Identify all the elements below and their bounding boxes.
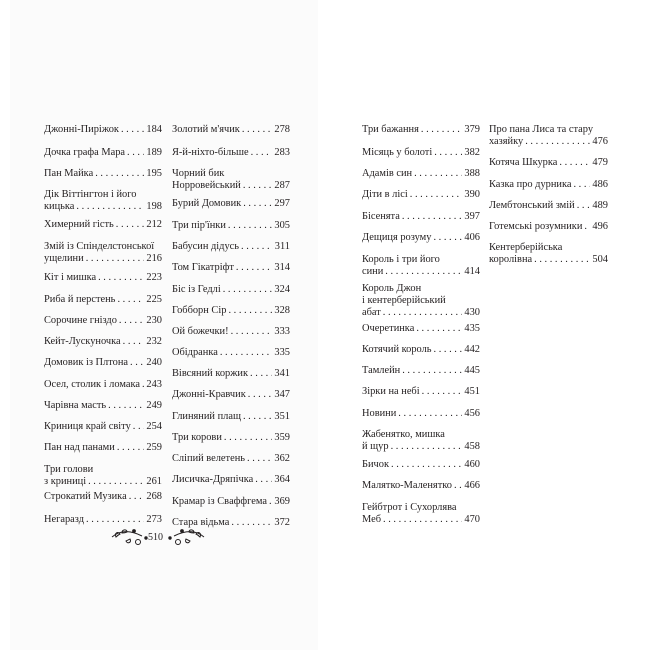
entry-page-number: 379 (464, 124, 480, 135)
entry-title: Риба й перстень (44, 294, 116, 305)
dot-leader (383, 514, 462, 526)
dot-leader (410, 189, 463, 201)
dot-leader (577, 200, 591, 212)
entry-page-number: 351 (274, 411, 290, 422)
entry-title: з криниці (44, 476, 87, 487)
dot-leader (121, 124, 144, 136)
dot-leader (391, 441, 463, 453)
entry-page-number: 442 (464, 344, 480, 355)
entry-page-number: 388 (464, 168, 480, 179)
dot-leader (86, 253, 145, 265)
entry-page-number: 486 (592, 179, 608, 190)
entry-page-number: 297 (274, 198, 290, 209)
entry-title-line: Кентерберійська (489, 242, 563, 253)
entry-title: Дещиця розуму (362, 232, 432, 243)
dot-leader (117, 442, 145, 454)
dot-leader (228, 220, 273, 232)
dot-leader (231, 517, 272, 529)
dot-leader (269, 496, 272, 508)
entry-title: Котяча Шкурка (489, 157, 558, 168)
entry-page-number: 369 (274, 496, 290, 507)
entry-page-number: 382 (464, 147, 480, 158)
entry-page-number: 364 (274, 474, 290, 485)
toc-entry (44, 168, 162, 180)
dot-leader (117, 294, 144, 306)
entry-page-number: 328 (274, 305, 290, 316)
toc-entry (172, 305, 290, 317)
toc-entry (172, 262, 290, 274)
entry-title: Золотий м'ячик (172, 124, 240, 135)
toc-entry (362, 459, 480, 471)
entry-title-line: Чорний бик (172, 168, 225, 179)
dot-leader (250, 368, 272, 380)
entry-title: Гобборн Сір (172, 305, 227, 316)
entry-page-number: 470 (464, 514, 480, 525)
dot-leader (454, 480, 462, 492)
dot-leader (236, 262, 273, 274)
entry-page-number: 259 (146, 442, 162, 453)
toc-entry (362, 283, 480, 319)
entry-title: Новини (362, 408, 397, 419)
dot-leader (402, 365, 462, 377)
toc-entry (362, 211, 480, 223)
dot-leader (133, 421, 145, 433)
toc-entry (489, 179, 608, 191)
entry-title: Кейт-Лускуночка (44, 336, 121, 347)
entry-title: й щур (362, 441, 389, 452)
entry-title: королівна (489, 254, 533, 265)
dot-leader (248, 389, 273, 401)
entry-page-number: 476 (592, 136, 608, 147)
toc-entry (362, 502, 480, 526)
toc-entry (172, 411, 290, 423)
entry-title: Три корови (172, 432, 222, 443)
entry-title: Меб (362, 514, 382, 525)
entry-title: Бабусин дідусь (172, 241, 240, 252)
entry-page-number: 347 (274, 389, 290, 400)
entry-title: Глиняний плащ (172, 411, 241, 422)
toc-entry (172, 496, 290, 508)
toc-entry (489, 157, 608, 169)
entry-title: Кіт і мишка (44, 272, 97, 283)
entry-page-number: 435 (464, 323, 480, 334)
entry-page-number: 305 (274, 220, 290, 231)
toc-entry (44, 124, 162, 136)
dot-leader (123, 336, 145, 348)
dot-leader (95, 168, 144, 180)
toc-entry (172, 220, 290, 232)
entry-title: Ой божечки! (172, 326, 229, 337)
dot-leader (434, 344, 463, 356)
dot-leader (142, 379, 144, 391)
entry-page-number: 456 (464, 408, 480, 419)
dot-leader (383, 307, 463, 319)
entry-page-number: 451 (464, 386, 480, 397)
toc-entry (489, 242, 608, 266)
entry-title: Стара відьма (172, 517, 230, 528)
dot-leader (108, 400, 144, 412)
entry-title: Пан Майка (44, 168, 94, 179)
entry-page-number: 324 (274, 284, 290, 295)
entry-page-number: 243 (146, 379, 162, 390)
entry-page-number: 230 (146, 315, 162, 326)
entry-title: Бісенята (362, 211, 400, 222)
dot-leader (76, 201, 144, 213)
toc-entry (362, 189, 480, 201)
page-folio-ornament (108, 522, 208, 550)
dot-leader (88, 476, 144, 488)
entry-title: Біс із Гедлі (172, 284, 221, 295)
entry-title: Адамів син (362, 168, 413, 179)
dot-leader (243, 198, 272, 210)
toc-entry (172, 168, 290, 192)
entry-title-line: Король і три його (362, 254, 440, 265)
entry-page-number: 362 (274, 453, 290, 464)
toc-entry (362, 429, 480, 453)
entry-title: Дочка графа Мара (44, 147, 126, 158)
toc-entry (172, 453, 290, 465)
dot-leader (402, 211, 463, 223)
dot-leader (391, 459, 462, 471)
entry-title: Зірки на небі (362, 386, 420, 397)
entry-page-number: 479 (592, 157, 608, 168)
dot-leader (243, 180, 273, 192)
toc-entry (44, 241, 162, 265)
entry-page-number: 397 (464, 211, 480, 222)
dot-leader (414, 168, 462, 180)
entry-page-number: 406 (464, 232, 480, 243)
toc-entry (172, 241, 290, 253)
entry-title: Лембтонський змій (489, 200, 575, 211)
entry-page-number: 390 (464, 189, 480, 200)
entry-title: Три пір'їнки (172, 220, 226, 231)
dot-leader (116, 219, 145, 231)
toc-entry (44, 189, 162, 213)
entry-title: Негаразд (44, 514, 84, 525)
toc-entry (44, 357, 162, 369)
entry-title: Вівсяний коржик (172, 368, 249, 379)
entry-title: Строкатий Музика (44, 491, 127, 502)
dot-leader (534, 254, 590, 266)
toc-entry (489, 200, 608, 212)
dot-leader (228, 305, 272, 317)
entry-title: Осел, столик і ломака (44, 379, 140, 390)
entry-title: Чарівна масть (44, 400, 107, 411)
toc-entry (44, 400, 162, 412)
toc-entry (362, 344, 480, 356)
dot-leader (242, 124, 273, 136)
dot-leader (247, 453, 272, 465)
toc-entry (44, 272, 162, 284)
toc-entry (172, 474, 290, 486)
dot-leader (421, 124, 463, 136)
toc-entry (172, 124, 290, 136)
entry-title: Сорочине гніздо (44, 315, 117, 326)
entry-title: Діти в лісі (362, 189, 408, 200)
entry-page-number: 254 (146, 421, 162, 432)
dot-leader (385, 266, 462, 278)
entry-page-number: 314 (274, 262, 290, 273)
entry-title: Криниця край світу (44, 421, 131, 432)
toc-entry (362, 147, 480, 159)
entry-page-number: 504 (592, 254, 608, 265)
entry-title: ущелини (44, 253, 84, 264)
entry-title-line: Король Джон (362, 283, 422, 294)
entry-page-number: 212 (146, 219, 162, 230)
entry-title: Я-й-ніхто-більше (172, 147, 249, 158)
entry-page-number: 216 (146, 253, 162, 264)
dot-leader (231, 326, 273, 338)
toc-entry (44, 491, 162, 503)
entry-page-number: 198 (146, 201, 162, 212)
entry-title: Норровейський (172, 180, 241, 191)
toc-entry (362, 254, 480, 278)
toc-entry (362, 480, 480, 492)
entry-title: Малятко-Маленятко (362, 480, 452, 491)
toc-entry (362, 408, 480, 420)
dot-leader (251, 147, 273, 159)
entry-title-line: Гейбтрот і Сухорлява (362, 502, 457, 513)
dot-leader (398, 408, 462, 420)
toc-entry (44, 421, 162, 433)
toc-entry (44, 315, 162, 327)
entry-title: Бичок (362, 459, 389, 470)
entry-title: Очеретинка (362, 323, 415, 334)
dot-leader (422, 386, 463, 398)
entry-title-line: Три голови (44, 464, 94, 475)
dot-leader (98, 272, 144, 284)
entry-title: Три бажання (362, 124, 419, 135)
entry-title: Місяць у болоті (362, 147, 433, 158)
entry-title-line: Змій із Спінделстонської (44, 241, 155, 252)
entry-title: Казка про дурника (489, 179, 572, 190)
dot-leader (525, 136, 590, 148)
entry-page-number: 287 (274, 180, 290, 191)
entry-page-number: 372 (274, 517, 290, 528)
entry-title: Бурий Домовик (172, 198, 242, 209)
dot-leader (584, 221, 590, 233)
toc-entry (172, 147, 290, 159)
dot-leader (130, 357, 144, 369)
dot-leader (129, 491, 145, 503)
toc-entry (172, 432, 290, 444)
entry-page-number: 240 (146, 357, 162, 368)
entry-page-number: 496 (592, 221, 608, 232)
entry-page-number: 268 (146, 491, 162, 502)
toc-entry (44, 379, 162, 391)
toc-entry (489, 221, 608, 233)
entry-title-line: і кентерберійський (362, 295, 446, 306)
entry-page-number: 189 (146, 147, 162, 158)
dot-leader (224, 432, 273, 444)
entry-page-number: 341 (274, 368, 290, 379)
entry-page-number: 278 (274, 124, 290, 135)
entry-title: кицька (44, 201, 75, 212)
entry-title-line: Про пана Лиса та стару (489, 124, 594, 135)
entry-page-number: 311 (274, 241, 290, 252)
entry-title: Котячий король (362, 344, 432, 355)
dot-leader (573, 179, 590, 191)
toc-entry (44, 294, 162, 306)
toc-entry (44, 442, 162, 454)
entry-title: Джонні-Пиріжок (44, 124, 119, 135)
toc-entry (172, 198, 290, 210)
dot-leader (255, 474, 272, 486)
entry-page-number: 195 (146, 168, 162, 179)
entry-title: хазяйку (489, 136, 524, 147)
entry-page-number: 466 (464, 480, 480, 491)
toc-entry (44, 147, 162, 159)
toc-entry (362, 232, 480, 244)
entry-title: Готемські розумники (489, 221, 583, 232)
entry-page-number: 460 (464, 459, 480, 470)
toc-entry (362, 386, 480, 398)
entry-page-number: 430 (464, 307, 480, 318)
dot-leader (220, 347, 273, 359)
entry-page-number: 223 (146, 272, 162, 283)
entry-title: Домовик із Плтона (44, 357, 129, 368)
dot-leader (416, 323, 462, 335)
toc-entry (362, 168, 480, 180)
toc-entry (362, 124, 480, 136)
entry-title: Лисичка-Дряпічка (172, 474, 254, 485)
dot-leader (559, 157, 590, 169)
toc-entry (172, 326, 290, 338)
entry-page-number: 414 (464, 266, 480, 277)
page-number: 510 (148, 532, 163, 543)
dot-leader (127, 147, 144, 159)
entry-page-number: 225 (146, 294, 162, 305)
dot-leader (434, 147, 462, 159)
toc-entry (172, 389, 290, 401)
entry-page-number: 249 (146, 400, 162, 411)
entry-title-line: Жабенятко, мишка (362, 429, 445, 440)
entry-page-number: 335 (274, 347, 290, 358)
toc-entry (362, 365, 480, 377)
entry-page-number: 184 (146, 124, 162, 135)
toc-entry (362, 323, 480, 335)
dot-leader (433, 232, 462, 244)
toc-entry (172, 347, 290, 359)
entry-title: Крамар із Свaффгема (172, 496, 267, 507)
entry-page-number: 283 (274, 147, 290, 158)
entry-page-number: 273 (146, 514, 162, 525)
entry-page-number: 261 (146, 476, 162, 487)
entry-title: Обідранка (172, 347, 218, 358)
entry-page-number: 232 (146, 336, 162, 347)
dot-leader (243, 411, 272, 423)
entry-page-number: 458 (464, 441, 480, 452)
toc-entry (172, 368, 290, 380)
dot-leader (223, 284, 273, 296)
toc-entry (489, 124, 608, 148)
entry-page-number: 359 (274, 432, 290, 443)
toc-entry (44, 464, 162, 488)
entry-title: Пан над панами (44, 442, 115, 453)
toc-entry (172, 284, 290, 296)
entry-title: сини (362, 266, 384, 277)
dot-leader (241, 241, 273, 253)
entry-page-number: 333 (274, 326, 290, 337)
entry-title-line: Дік Віттінгтон і його (44, 189, 137, 200)
entry-title: Том Гікатріфт (172, 262, 234, 273)
entry-page-number: 445 (464, 365, 480, 376)
dot-leader (119, 315, 144, 327)
entry-title: абат (362, 307, 381, 318)
toc-entry (44, 336, 162, 348)
entry-title: Джонні-Кравчик (172, 389, 246, 400)
entry-title: Сліпий велетень (172, 453, 245, 464)
toc-entry (44, 219, 162, 231)
entry-title: Тамлейн (362, 365, 401, 376)
entry-page-number: 489 (592, 200, 608, 211)
entry-title: Химерний гість (44, 219, 114, 230)
